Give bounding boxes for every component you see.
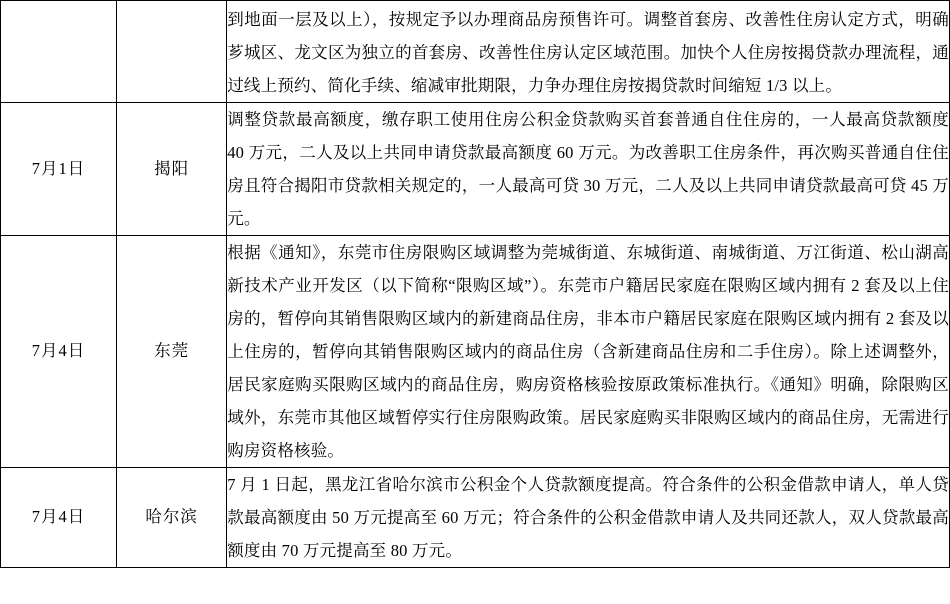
cell-content: 到地面一层及以上），按规定予以办理商品房预售许可。调整首套房、改善性住房认定方式，明确芗城区、龙文区为独立的首套房、改善性住房认定区域范围。加快个人住房按揭贷款办理流程，通过线上预约、简化手续、缩减审批期限，力争办理住房按揭贷款时间缩短 1/3 以上。 xyxy=(227,1,950,103)
cell-content: 7 月 1 日起，黑龙江省哈尔滨市公积金个人贷款额度提高。符合条件的公积金借款申请人，单人贷款最高额度由 50 万元提高至 60 万元；符合条件的公积金借款申请人及共同还款人，双人贷款最高额度由 70 万元提高至 80 万元。 xyxy=(227,468,950,568)
cell-city xyxy=(117,1,227,103)
cell-city: 东莞 xyxy=(117,236,227,468)
cell-date: 7月4日 xyxy=(1,468,117,568)
cell-city: 哈尔滨 xyxy=(117,468,227,568)
cell-content: 根据《通知》，东莞市住房限购区域调整为莞城街道、东城街道、南城街道、万江街道、松山湖高新技术产业开发区（以下简称“限购区域”）。东莞市户籍居民家庭在限购区域内拥有 2 套及以上住房的，暂停向其销售限购区域内的新建商品住房，非本市户籍居民家庭在限购区域内拥有 2 套及以上住房的，暂停向其销售限购区域内的商品住房（含新建商品住房和二手住房）。除上述调整外，居民家庭购买限购区域内的商品住房，购房资格核验按原政策标准执行。《通知》明确，除限购区域外，东莞市其他区域暂停实行住房限购政策。居民家庭购买非限购区域内的商品住房，无需进行购房资格核验。 xyxy=(227,236,950,468)
cell-date xyxy=(1,1,117,103)
table-row xyxy=(1,468,950,568)
cell-date: 7月1日 xyxy=(1,103,117,236)
table-row xyxy=(1,103,950,236)
cell-date: 7月4日 xyxy=(1,236,117,468)
table-row xyxy=(1,1,950,103)
cell-content: 调整贷款最高额度，缴存职工使用住房公积金贷款购买首套普通自住住房的，一人最高贷款额度 40 万元，二人及以上共同申请贷款最高额度 60 万元。为改善职工住房条件，再次购买普通自住住房且符合揭阳市贷款相关规定的，一人最高可贷 30 万元，二人及以上共同申请贷款最高可贷 45 万元。 xyxy=(227,103,950,236)
cell-city: 揭阳 xyxy=(117,103,227,236)
table-row xyxy=(1,236,950,468)
